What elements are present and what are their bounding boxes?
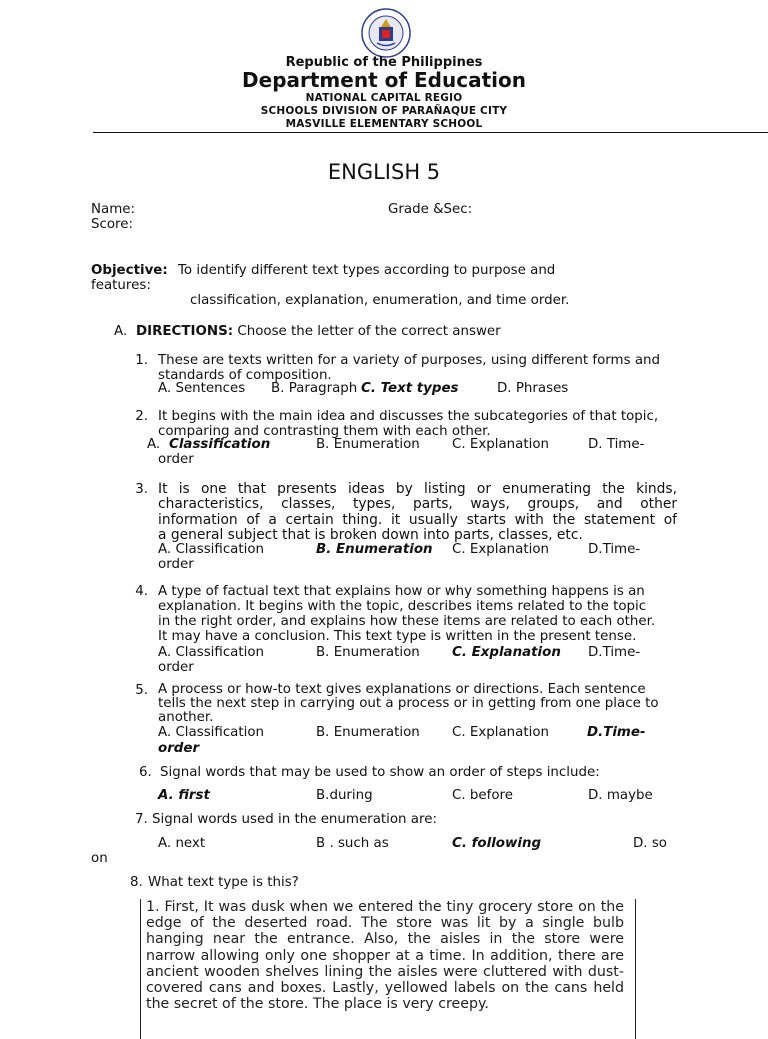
q4-choice-c-answer: C. Explanation (452, 645, 561, 660)
q4-choice-d: D.Time- (588, 645, 641, 660)
q2-choice-d-cont: order (158, 452, 194, 467)
q2-choice-a-letter: A. (147, 437, 161, 452)
question-3-text-last: a general subject that is broken down into parts, classes, etc. (158, 527, 583, 543)
q3-choice-c: C. Explanation (452, 542, 550, 557)
question-6-number: 6. (139, 765, 152, 780)
question-1-text: These are texts written for a variety of purposes, using different forms and standards of composition. (158, 353, 661, 383)
header-department: Department of Education (242, 68, 526, 92)
q5-choice-c: C. Explanation (452, 725, 550, 740)
q3-choice-d-cont: order (158, 557, 194, 572)
q1-choice-a: A. Sentences (158, 381, 246, 396)
q4-choice-a: A. Classification (158, 645, 265, 660)
q6-choice-c: C. before (452, 788, 513, 803)
question-2-number: 2. (135, 409, 148, 424)
q2-choice-d: D. Time- (588, 437, 645, 452)
objective-line-1 (91, 263, 555, 278)
q2-choice-c: C. Explanation (452, 437, 550, 452)
q1-choice-c-answer: C. Text types (361, 381, 459, 396)
header-country: Republic of the Philippines (285, 55, 483, 70)
score-label: Score: (91, 217, 134, 232)
reading-passage-box (140, 899, 636, 1039)
name-label: Name: (91, 202, 136, 217)
q5-choice-d-answer: D.Time- (587, 725, 646, 740)
directions-line (136, 324, 501, 339)
q1-choice-d: D. Phrases (497, 381, 569, 396)
q6-choice-d: D. maybe (588, 788, 653, 803)
q3-choice-a: A. Classification (158, 542, 265, 557)
q5-choice-b: B. Enumeration (316, 725, 420, 740)
q5-choice-d-cont: order (158, 741, 200, 756)
question-1-number: 1. (135, 353, 148, 368)
q1-choice-b: B. Paragraph (271, 381, 358, 396)
question-8-number: 8. (130, 875, 143, 890)
grade-section-label: Grade &Sec: (388, 202, 473, 217)
question-3-number: 3. (135, 482, 148, 497)
q3-choice-b-answer: B. Enumeration (316, 542, 433, 557)
q7-choice-d: D. so (633, 836, 667, 851)
q7-choice-b: B . such as (316, 836, 389, 851)
q4-choice-b: B. Enumeration (316, 645, 420, 660)
deped-seal-logo (355, 8, 417, 58)
q2-choice-a-answer: Classification (169, 437, 271, 452)
q7-choice-d-cont: on (91, 851, 108, 866)
question-8-text: What text type is this? (148, 875, 299, 890)
directions-label: DIRECTIONS: (136, 324, 234, 339)
q7-choice-c-answer: C. following (452, 836, 542, 851)
reading-passage-text: 1. First, It was dusk when we entered the tiny grocery store on the edge of the deserted road. The store was lit by a single bulb hanging near the entrance. Also, the aisles in the store were narrow allowing only one shopper at a time. In addition, there are ancient wooden shelves lining the aisles were cluttered with dust-covered cans and boxes. Lastly, yellowed labels on the cans held the secret of the store. The place is very creepy. (146, 899, 624, 1013)
q3-choice-d: D.Time- (588, 542, 641, 557)
q6-choice-b: B.during (316, 788, 373, 803)
q7-choice-a: A. next (158, 836, 206, 851)
question-7-number: 7. (135, 812, 148, 827)
q4-choice-d-cont: order (158, 660, 194, 675)
header-divider (93, 132, 768, 133)
objective-text-3: classification, explanation, enumeration, and time order. (190, 293, 570, 308)
header-school: MASVILLE ELEMENTARY SCHOOL (285, 118, 483, 130)
question-5-number: 5. (135, 683, 148, 698)
question-6-text: Signal words that may be used to show an order of steps include: (160, 765, 600, 780)
question-7-text: Signal words used in the enumeration are: (152, 812, 437, 827)
question-4-text: A type of factual text that explains how or why something happens is an explanation. It begins with the topic, describes items related to the topic in the right order, and explains how these items are related to each other. It may have a conclusion. This text type is written in the present tense. (158, 584, 656, 644)
objective-text-1: To identify different text types according to purpose and (178, 263, 556, 278)
header-division: SCHOOLS DIVISION OF PARAÑAQUE CITY (260, 105, 508, 117)
question-5-text: A process or how-to text gives explanations or directions. Each sentence tells the next step in carrying out a process or in getting from one place to another. (158, 682, 659, 725)
objective-label: Objective: (91, 263, 168, 278)
question-2-text: It begins with the main idea and discusses the subcategories of that topic, comparing and contrasting them with each other. (158, 409, 659, 439)
page-title: ENGLISH 5 (327, 160, 441, 184)
question-3-text: It is one that presents ideas by listing or enumerating the kinds, characteristics, classes, types, parts, ways, groups, and other information of a certain thing. it usually starts with the statement of (158, 481, 677, 528)
header-region: NATIONAL CAPITAL REGIO (305, 92, 463, 104)
question-4-number: 4. (135, 584, 148, 599)
directions-letter: A. (114, 324, 128, 339)
q5-choice-a: A. Classification (158, 725, 265, 740)
q2-choice-b: B. Enumeration (316, 437, 420, 452)
objective-text-2: features: (91, 278, 151, 293)
directions-text: Choose the letter of the correct answer (237, 324, 501, 339)
q6-choice-a-answer: A. first (158, 788, 210, 803)
